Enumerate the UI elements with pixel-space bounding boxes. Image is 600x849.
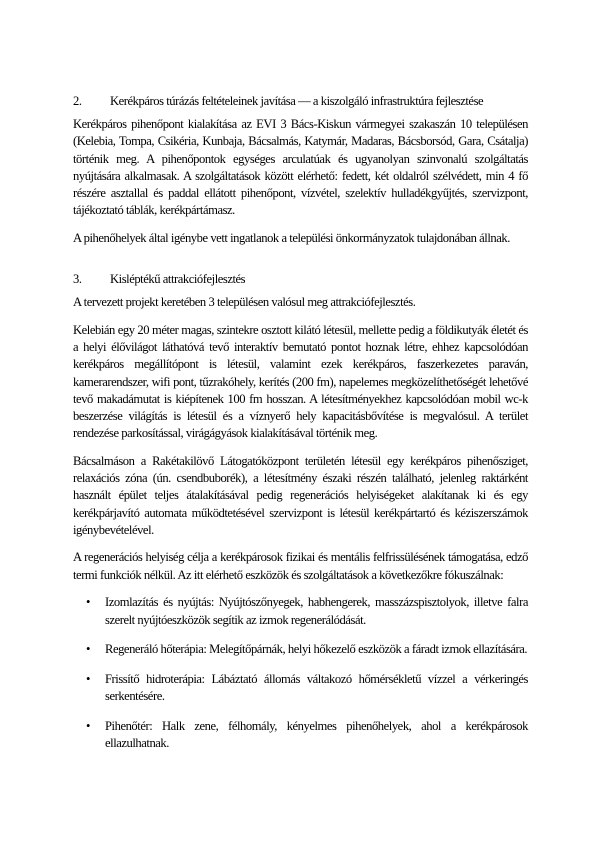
bullet-icon: • bbox=[86, 642, 91, 657]
paragraph-regeneration-room: A regenerációs helyiség célja a kerékpárosok fizikai és mentális felfrissülésének támogatása, edző termi funkciók nélkül. Az itt elérhető eszközök és szolgáltatások a következőkre fókuszálnak: bbox=[73, 550, 528, 582]
list-item-muscle-relaxation bbox=[73, 594, 528, 628]
bullet-icon: • bbox=[86, 671, 91, 686]
section-2-title: Kerékpáros túrázás feltételeinek javítása — a kiszolgáló infrastruktúra fejlesztése bbox=[110, 94, 484, 108]
list-item-heat-therapy bbox=[73, 641, 528, 658]
bullet-icon: • bbox=[86, 718, 91, 733]
section-2-number: 2. bbox=[73, 94, 82, 108]
list-item-hydrotherapy bbox=[73, 671, 528, 705]
section-3-title: Kisléptékű attrakciófejlesztés bbox=[110, 272, 246, 287]
bullet-list bbox=[73, 594, 528, 752]
paragraph-kelebia: Kelebián egy 20 méter magas, szintekre osztott kilátó létesül, mellette pedig a földikutyák életét és a helyi élővilágot láthatóvá tevő interaktív bemutató pontot hoznak létre, ehhez kapcsolódóan kerékpáros megállítópont is létesül, valamint ezek kerékpáros, faszerkezetes paraván, kamerarendszer, wifi pont, tűzrakóhely, kerítés (200 fm), napelemes megközelíthetőségét lehetővé tevő makadámutat is kiépítenek 100 fm hosszan. A létesítményekhez kapcsolódóan mobil wc-k beszerzése világítás is létesül és a víznyerő hely kapacitásbővítése is megvalósul. A terület rendezése parkosítással, virágágyások kialakításával történik meg. bbox=[73, 323, 528, 441]
section-3-number: 3. bbox=[73, 272, 82, 287]
paragraph-rest-points: Kerékpáros pihenőpont kialakítása az EVI 3 Bács-Kiskun vármegyei szakaszán 10 településen (Kelebia, Tompa, Csikéria, Kunbaja, Bácsalmás, Katymár, Madaras, Bácsborsód, Gara, Csátalja) történik meg. A pihenőpontok egységes arculatúak és ugyanolyan szinvonalú szolgáltatás nyújtására alkalmasak. A szolgáltatások között elérhető: fedett, két oldalról szélvédett, min 4 fő részére asztallal és paddal ellátott pihenőpont, vízvétel, szelektív hulladékgyűjtés, szervizpont, tájékoztató táblák, kerékpártámasz. bbox=[73, 117, 528, 218]
paragraph-property-ownership: A pihenőhelyek által igénybe vett ingatlanok a települési önkormányzatok tulajdonában állnak. bbox=[73, 230, 510, 245]
list-item-text: Frissítő hidroterápia: Lábáztató állomás váltakozó hőmérsékletű vízzel a vérkeringés serkentésére. bbox=[105, 671, 528, 704]
section-2-heading bbox=[73, 93, 528, 110]
paragraph-project-overview: A tervezett projekt keretében 3 településen valósul meg attrakciófejlesztés. bbox=[73, 295, 416, 310]
paragraph-bacsalmas: Bácsalmáson a Rakétakilövő Látogatóközpont területén létesül egy kerékpáros pihenősziget, relaxációs zóna (ún. csendbuborék), a létesítmény északi részén található, jelenleg raktárként használt épület teljes átalakításával pedig regenerációs helyiségeket alakítanak ki és egy kerékpárjavító automata működtetésével szervizpont is létesül kerékpártartó és kéziszerszámok igénybevételével. bbox=[73, 453, 528, 537]
list-item-text: Pihenőtér: Halk zene, félhomály, kényelmes pihenőhelyek, ahol a kerékpárosok ellazulhatnak. bbox=[105, 718, 528, 751]
bullet-icon: • bbox=[86, 595, 91, 610]
list-item-text: Izomlazítás és nyújtás: Nyújtószőnyegek, habhengerek, masszázspisztolyok, illetve falra szerelt nyújtóeszközök segítik az izmok regenerálódását. bbox=[105, 595, 528, 627]
list-item-rest-area bbox=[73, 718, 528, 752]
list-item-text: Regeneráló hőterápia: Melegítőpárnák, helyi hőkezelő eszközök a fáradt izmok ellazítására. bbox=[105, 642, 528, 657]
section-3-heading bbox=[73, 271, 528, 288]
